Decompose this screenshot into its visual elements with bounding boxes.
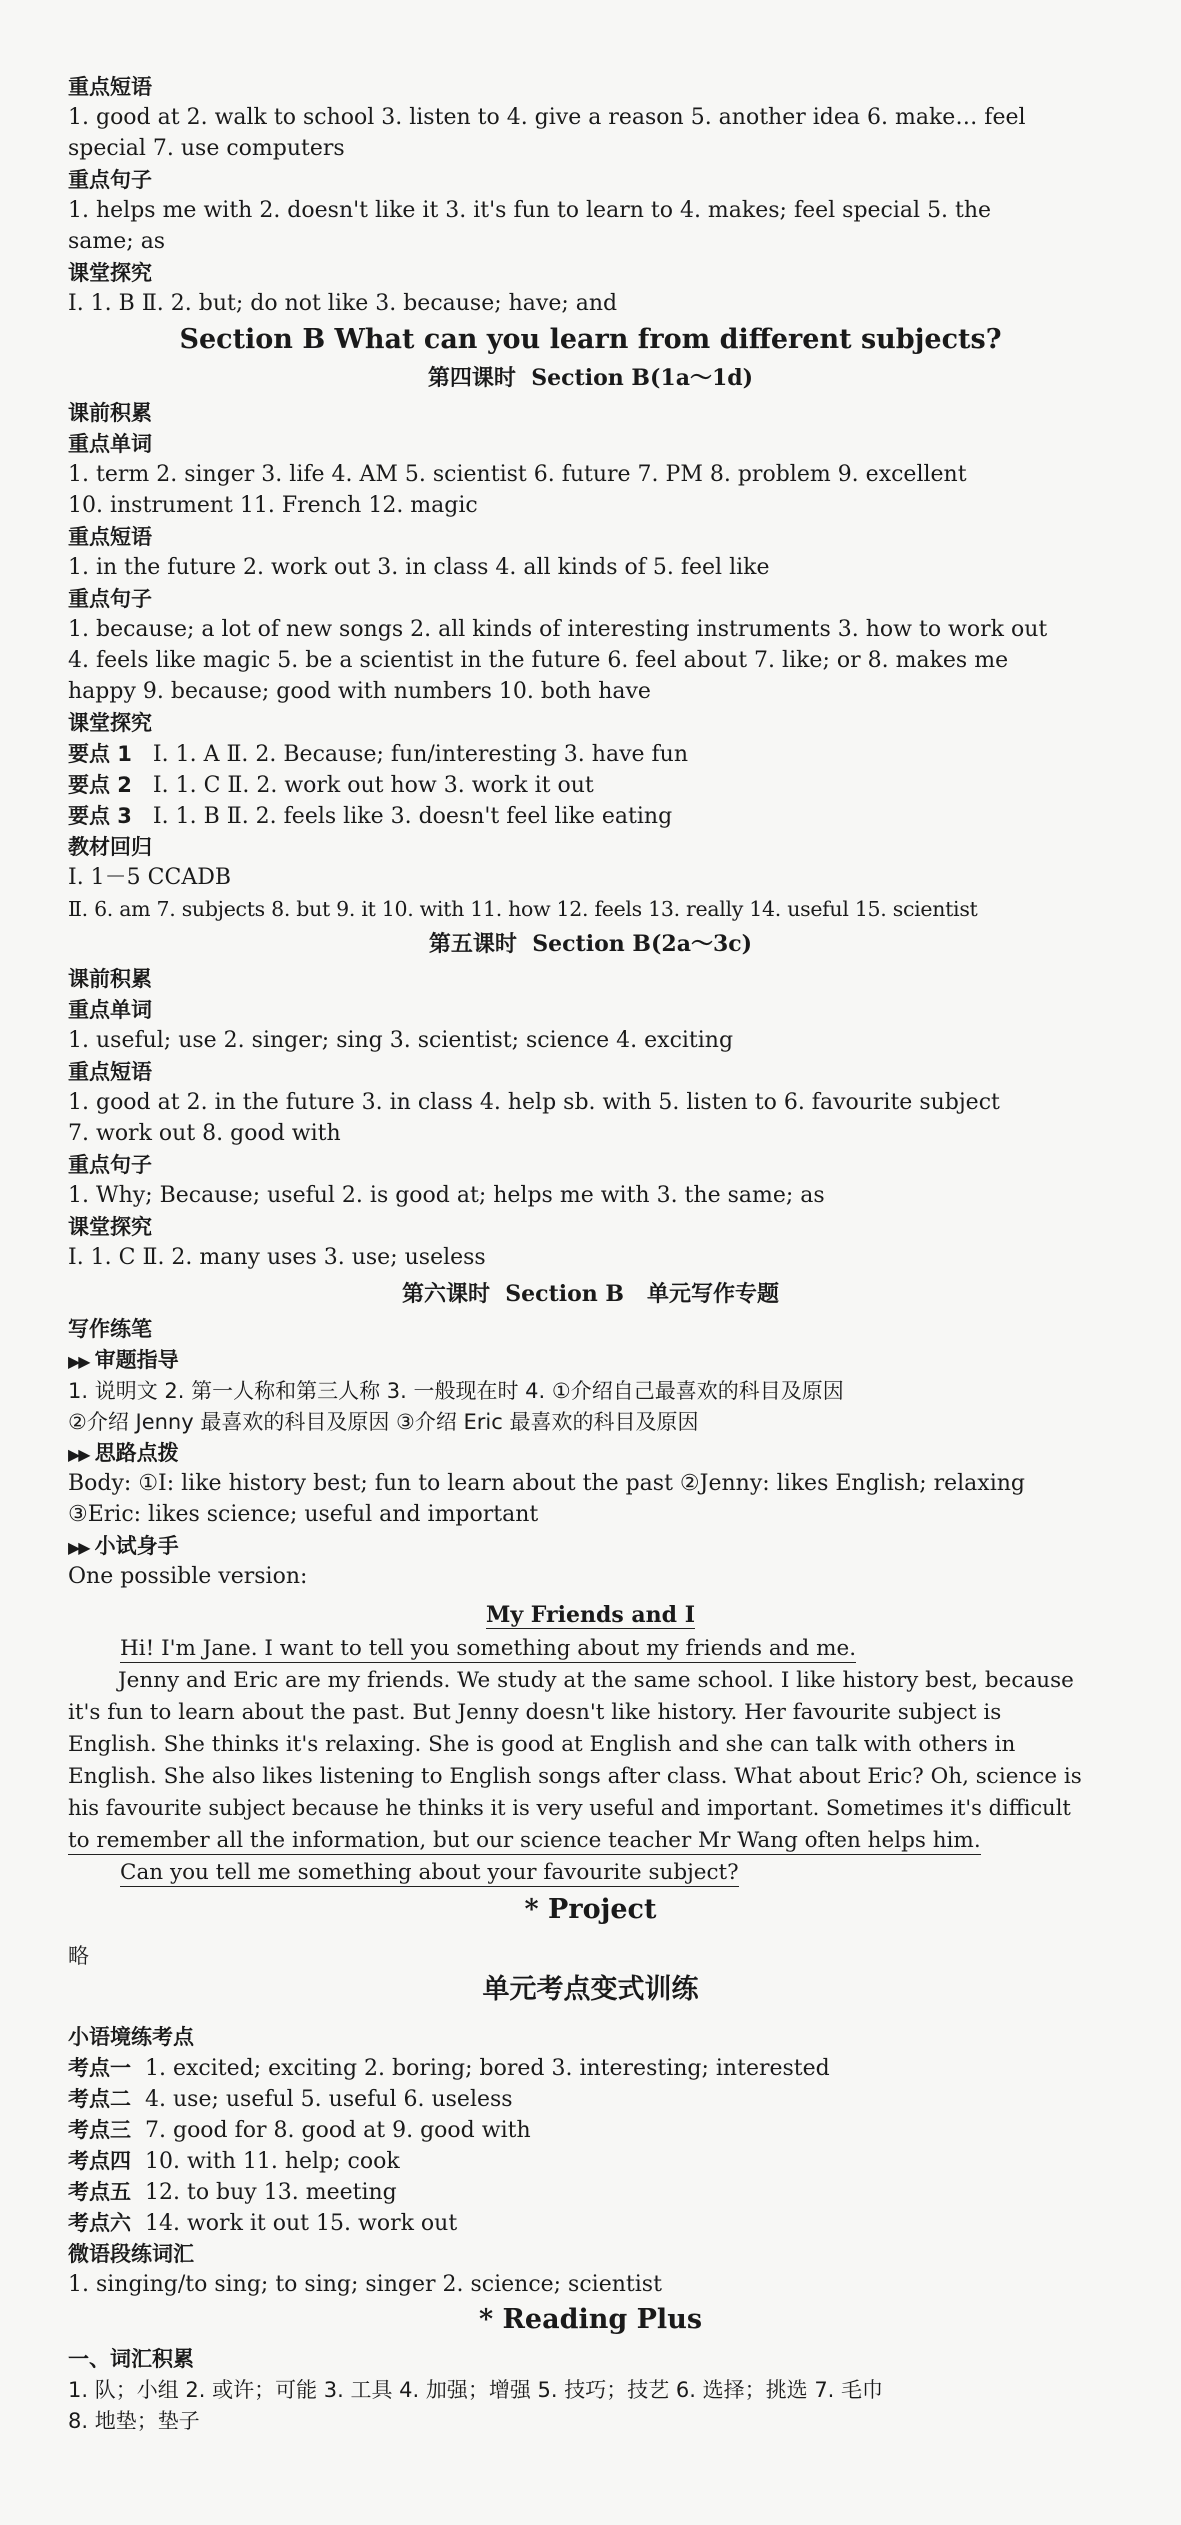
heading-paragraph-vocab: 微语段练词汇 [68, 2242, 194, 2266]
test-point-line [68, 2115, 1113, 2146]
answer-line: special 7. use computers [68, 136, 345, 161]
heading-key-sentences: 重点句子 [68, 1153, 152, 1177]
heading-context-practice: 小语境练考点 [68, 2025, 194, 2049]
test-point-label: 考点四 [68, 2149, 131, 2173]
lesson-section: Section B [505, 1281, 625, 1307]
heading-preview: 课前积累 [68, 401, 152, 425]
answer-line: 1. Why; Because; useful 2. is good at; helps me with 3. the same; as [68, 1183, 825, 1208]
essay-line: his favourite subject because he thinks it is very useful and important. Sometimes it's difficult [68, 1796, 1071, 1820]
test-point-answers: 7. good for 8. good at 9. good with [145, 2118, 531, 2143]
answer-line: 1. term 2. singer 3. life 4. AM 5. scientist 6. future 7. PM 8. problem 9. excellent [68, 462, 967, 487]
essay-line: it's fun to learn about the past. But Jenny doesn't like history. Her favourite subject is [68, 1700, 1002, 1725]
key-point-line [68, 801, 1113, 832]
lesson-section: Section B(2a～3c) [532, 931, 753, 957]
lesson-number: 第五课时 [428, 932, 517, 957]
heading-key-words: 重点单词 [68, 998, 152, 1022]
essay-line: English. She also likes listening to English songs after class. What about Eric? Oh, science is [68, 1764, 1082, 1789]
test-point-line [68, 2146, 1113, 2177]
test-point-label: 考点五 [68, 2180, 131, 2204]
answer-line: 1. 队；小组 2. 或许；可能 3. 工具 4. 加强；增强 5. 技巧；技艺 6. 选择；挑选 7. 毛巾 [68, 2378, 884, 2402]
lesson-title [68, 363, 1113, 394]
essay-line: Jenny and Eric are my friends. We study at the same school. I like history best, because [118, 1668, 1074, 1693]
answer-line: Ⅰ. 1. B Ⅱ. 2. but; do not like 3. because; have; and [68, 291, 618, 316]
test-point-answers: 12. to buy 13. meeting [145, 2180, 397, 2205]
answer-line: Body: ①I: like history best; fun to learn about the past ②Jenny: likes English; relaxing [68, 1471, 1025, 1496]
project-heading: * Project [524, 1894, 657, 1925]
answer-line: Ⅰ. 1－5 CCADB [68, 865, 232, 890]
essay-line: Can you tell me something about your favourite subject? [120, 1860, 739, 1885]
heading-classroom: 课堂探究 [68, 711, 152, 735]
answer-line: One possible version: [68, 1564, 308, 1589]
lesson-number: 第六课时 [401, 1282, 490, 1307]
lesson-topic: 单元写作专题 [647, 1282, 780, 1307]
test-point-label: 考点二 [68, 2087, 131, 2111]
heading-preview: 课前积累 [68, 967, 152, 991]
answer-line: 1. singing/to sing; to sing; singer 2. science; scientist [68, 2272, 662, 2297]
answer-line: same; as [68, 229, 166, 254]
answer-line: 1. because; a lot of new songs 2. all kinds of interesting instruments 3. how to work out [68, 617, 1048, 642]
test-point-answers: 1. excited; exciting 2. boring; bored 3. interesting; interested [145, 2056, 830, 2081]
answer-line: 4. feels like magic 5. be a scientist in the future 6. feel about 7. like; or 8. makes me [68, 648, 1009, 673]
double-triangle-icon: ▶▶ [68, 1352, 89, 1371]
key-point-line [68, 770, 1113, 801]
test-point-answers: 14. work it out 15. work out [145, 2211, 458, 2236]
heading-classroom: 课堂探究 [68, 261, 152, 285]
lesson-title [68, 929, 1113, 960]
heading-key-words: 重点单词 [68, 432, 152, 456]
heading-textbook-review: 教材回归 [68, 835, 152, 859]
key-point-answers: Ⅰ. 1. B Ⅱ. 2. feels like 3. doesn't feel like eating [152, 804, 673, 829]
unit-training-title: 单元考点变式训练 [482, 1974, 699, 2005]
test-point-label: 考点三 [68, 2118, 131, 2142]
project-answer: 略 [68, 1944, 89, 1968]
key-point-label: 要点 1 [68, 742, 132, 766]
essay-line: to remember all the information, but our science teacher Mr Wang often helps him. [68, 1828, 981, 1853]
heading-vocab-accumulation: 一、词汇积累 [68, 2347, 194, 2371]
key-point-line [68, 739, 1113, 770]
heading-key-phrases: 重点短语 [68, 1060, 152, 1084]
lesson-section: Section B(1a～1d) [531, 365, 754, 391]
test-point-answers: 4. use; useful 5. useful 6. useless [145, 2087, 513, 2112]
test-point-answers: 10. with 11. help; cook [145, 2149, 400, 2174]
answer-line: 1. helps me with 2. doesn't like it 3. it's fun to learn to 4. makes; feel special 5. the [68, 198, 992, 223]
key-point-label: 要点 2 [68, 773, 132, 797]
test-point-line [68, 2084, 1113, 2115]
answer-line: 1. 说明文 2. 第一人称和第三人称 3. 一般现在时 4. ①介绍自己最喜欢的科目及原因 [68, 1379, 844, 1403]
subheading-ideas: ▶▶ 思路点拨 [68, 1441, 179, 1465]
heading-key-sentences: 重点句子 [68, 587, 152, 611]
test-point-label: 考点一 [68, 2056, 131, 2080]
answer-line: 1. good at 2. walk to school 3. listen to 4. give a reason 5. another idea 6. make… feel [68, 105, 1026, 130]
answer-line: Ⅱ. 6. am 7. subjects 8. but 9. it 10. with 11. how 12. feels 13. really 14. useful 15. scientist [68, 897, 978, 921]
heading-classroom: 课堂探究 [68, 1215, 152, 1239]
answer-line: Ⅰ. 1. C Ⅱ. 2. many uses 3. use; useless [68, 1245, 486, 1270]
reading-plus-heading: * Reading Plus [478, 2304, 703, 2335]
test-point-line [68, 2177, 1113, 2208]
answer-line: 7. work out 8. good with [68, 1121, 341, 1146]
test-point-label: 考点六 [68, 2211, 131, 2235]
answer-line: happy 9. because; good with numbers 10. both have [68, 679, 651, 704]
answer-line: ②介绍 Jenny 最喜欢的科目及原因 ③介绍 Eric 最喜欢的科目及原因 [68, 1410, 699, 1434]
section-title: Section B What can you learn from different subjects? [179, 324, 1002, 355]
essay-line: Hi! I'm Jane. I want to tell you something about my friends and me. [120, 1636, 857, 1661]
subheading-analysis: ▶▶ 审题指导 [68, 1348, 179, 1372]
answer-line: 10. instrument 11. French 12. magic [68, 493, 478, 518]
answer-line: 1. good at 2. in the future 3. in class 4. help sb. with 5. listen to 6. favourite subject [68, 1090, 1000, 1115]
double-triangle-icon: ▶▶ [68, 1445, 89, 1464]
answer-line: ③Eric: likes science; useful and important [68, 1502, 539, 1527]
answer-line: 1. in the future 2. work out 3. in class 4. all kinds of 5. feel like [68, 555, 770, 580]
key-point-label: 要点 3 [68, 804, 132, 828]
heading-key-phrases: 重点短语 [68, 525, 152, 549]
answer-line: 1. useful; use 2. singer; sing 3. scientist; science 4. exciting [68, 1028, 734, 1053]
heading-key-sentences: 重点句子 [68, 168, 152, 192]
lesson-title [68, 1279, 1113, 1310]
key-point-answers: Ⅰ. 1. C Ⅱ. 2. work out how 3. work it out [152, 773, 594, 798]
test-point-line [68, 2208, 1113, 2239]
heading-writing-practice: 写作练笔 [68, 1317, 152, 1341]
essay-title-row [68, 1600, 1113, 1631]
essay-title: My Friends and I [486, 1602, 695, 1628]
heading-key-phrases: 重点短语 [68, 75, 152, 99]
lesson-number: 第四课时 [427, 366, 516, 391]
subheading-try: ▶▶ 小试身手 [68, 1534, 179, 1558]
test-point-line [68, 2053, 1113, 2084]
double-triangle-icon: ▶▶ [68, 1538, 89, 1557]
answer-line: 8. 地垫；垫子 [68, 2409, 200, 2433]
key-point-answers: Ⅰ. 1. A Ⅱ. 2. Because; fun/interesting 3. have fun [152, 742, 688, 767]
essay-line: English. She thinks it's relaxing. She is good at English and she can talk with others in [68, 1732, 1016, 1757]
